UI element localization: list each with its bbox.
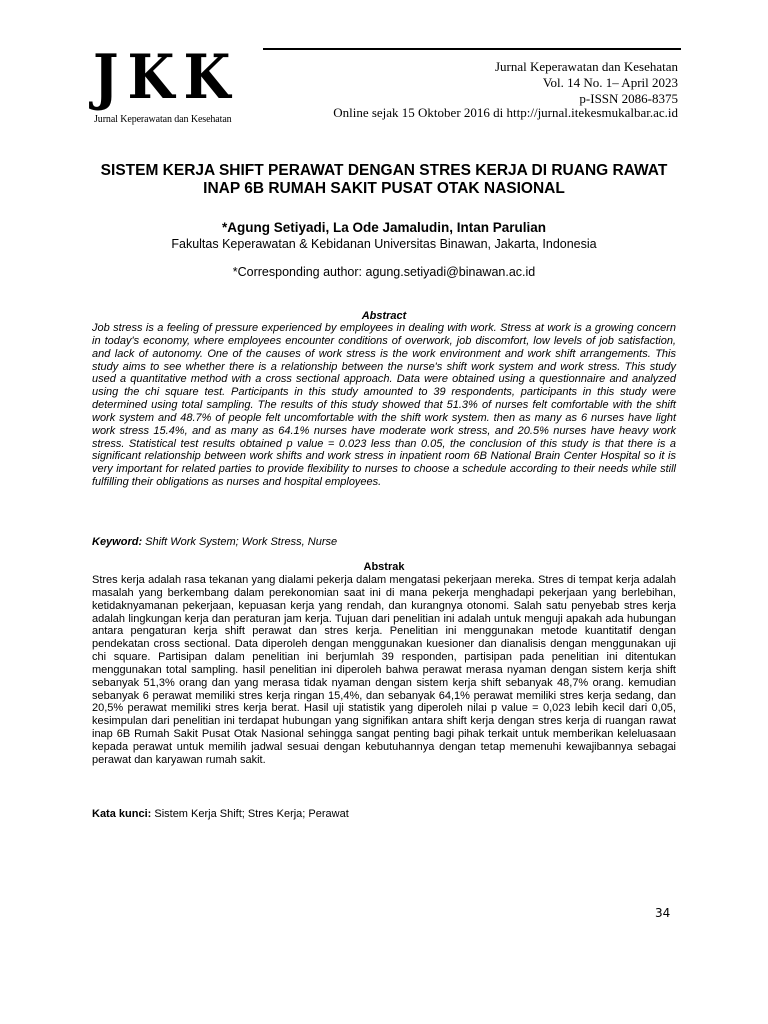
article-authors: *Agung Setiyadi, La Ode Jamaludin, Intan Parulian xyxy=(221,220,547,235)
journal-logo-subtitle: Jurnal Keperawatan dan Kesehatan xyxy=(94,114,232,125)
journal-logo: JKK xyxy=(93,40,240,113)
issn: p-ISSN 2086-8375 xyxy=(579,91,678,106)
keywords-value: Shift Work System; Work Stress, Nurse xyxy=(142,536,338,548)
keywords-label: Keyword: xyxy=(92,536,143,548)
kata-kunci-line xyxy=(92,808,676,821)
page-number: 34 xyxy=(655,906,671,920)
abstract-heading: Abstract xyxy=(361,310,407,322)
article-title: SISTEM KERJA SHIFT PERAWAT DENGAN STRES KERJA DI RUANG RAWAT INAP 6B RUMAH SAKIT PUSAT OTAK NASIONAL xyxy=(100,162,668,197)
author-affiliation: Fakultas Keperawatan & Kebidanan Universitas Binawan, Jakarta, Indonesia xyxy=(171,237,597,251)
journal-info xyxy=(495,59,678,107)
keywords-line xyxy=(92,536,676,549)
corresponding-author: *Corresponding author: agung.setiyadi@binawan.ac.id xyxy=(232,265,536,279)
journal-name: Jurnal Keperawatan dan Kesehatan xyxy=(495,59,678,74)
abstrak-heading: Abstrak xyxy=(363,561,405,573)
abstrak-text: Stres kerja adalah rasa tekanan yang dialami pekerja dalam mengatasi pekerjaan mereka. Stres di tempat kerja adalah masalah yang berkembang dalam perekonomian saat ini di mana pekerja menghadapi pekerjaan yang berlebihan, ketidaknyamanan pekerjaan, kepuasan kerja yang rendah, dan kurangnya otonomi. Salah satu penyebab stres kerja adalah lingkungan kerja dan peraturan jam kerja. Tujuan dari penelitian ini adalah untuk menguji apakah ada hubungan antara pengaturan kerja shift perawat dan stres kerja. Penelitian ini menggunakan metode kuantitatif dengan pendekatan cross sectional. Data diperoleh dengan menggunakan kuesioner dan dianalisis dengan menggunakan uji chi square. Partisipan dalam penelitian ini berjumlah 39 responden, partisipan pada penelitian ini ditentukan menggunakan total sampling. hasil penelitian ini diperoleh bahwa perawat merasa nyaman dengan sistem kerja shift sebanyak 51,3% orang dan yang merasa tidak nyaman dengan sistem kerja shift sebanyak 48,7% orang. kemudian sebanyak 6 perawat memiliki stres kerja ringan 15,4%, dan sebanyak 64,1% perawat memiliki stres kerja sedang, dan 20,5% perawat memiliki stres kerja berat. Hasil uji statistik yang diperoleh nilai p value = 0,023 lebih kecil dari 0,05, kesimpulan dari penelitian ini terdapat hubungan yang signifikan antara shift kerja dengan stres kerja di ruangan rawat inap 6B Rumah Sakit Pusat Otak Nasional sehingga sangat penting bagi pihak terkait untuk memberikan keleluasaan kepada perawat untuk memilih jadwal sesuai dengan kebutuhannya dengan tetap memenuhi kewajibannya sebagai perawat dan karyawan rumah sakit. xyxy=(92,574,676,766)
volume-issue: Vol. 14 No. 1– April 2023 xyxy=(542,75,678,90)
abstract-text: Job stress is a feeling of pressure experienced by employees in dealing with work. Stress at work is a growing concern in today's economy, where employees encounter conditions of overwork, job discomfort, low levels of job satisfaction, and lack of autonomy. One of the causes of work stress is the work environment and work shift arrangements. This study aims to see whether there is a relationship between the nurse's shift work system and work stress. This study used a quantitative method with a cross sectional approach. Data were obtained using a questionnaire and analyzed using the chi square test. Participants in this study amounted to 39 respondents, participants in this study were determined using total sampling. The results of this study showed that 51.3% of nurses felt comfortable with the shift work system and 48.7% of people felt uncomfortable with the shift work system. then as many as 6 nurses have light work stress 15.4%, and as many as 64.1% nurses have moderate work stress, and 20.5% nurses have heavy work stress. Statistical test results obtained p value = 0.023 less than 0.05, the conclusion of this study is that there is a significant relationship between work shifts and work stress in inpatient room 6B National Brain Center Hospital so it is very important for related parties to provide flexibility to nurses to choose a schedule according to their needs while still fulfilling their obligations as nurses and hospital employees. xyxy=(92,322,676,489)
kata-kunci-value: Sistem Kerja Shift; Stres Kerja; Perawat xyxy=(151,808,349,820)
kata-kunci-label: Kata kunci: xyxy=(92,808,152,820)
online-since: Online sejak 15 Oktober 2016 di http://jurnal.itekesmukalbar.ac.id xyxy=(333,105,678,120)
header-divider xyxy=(263,48,681,50)
